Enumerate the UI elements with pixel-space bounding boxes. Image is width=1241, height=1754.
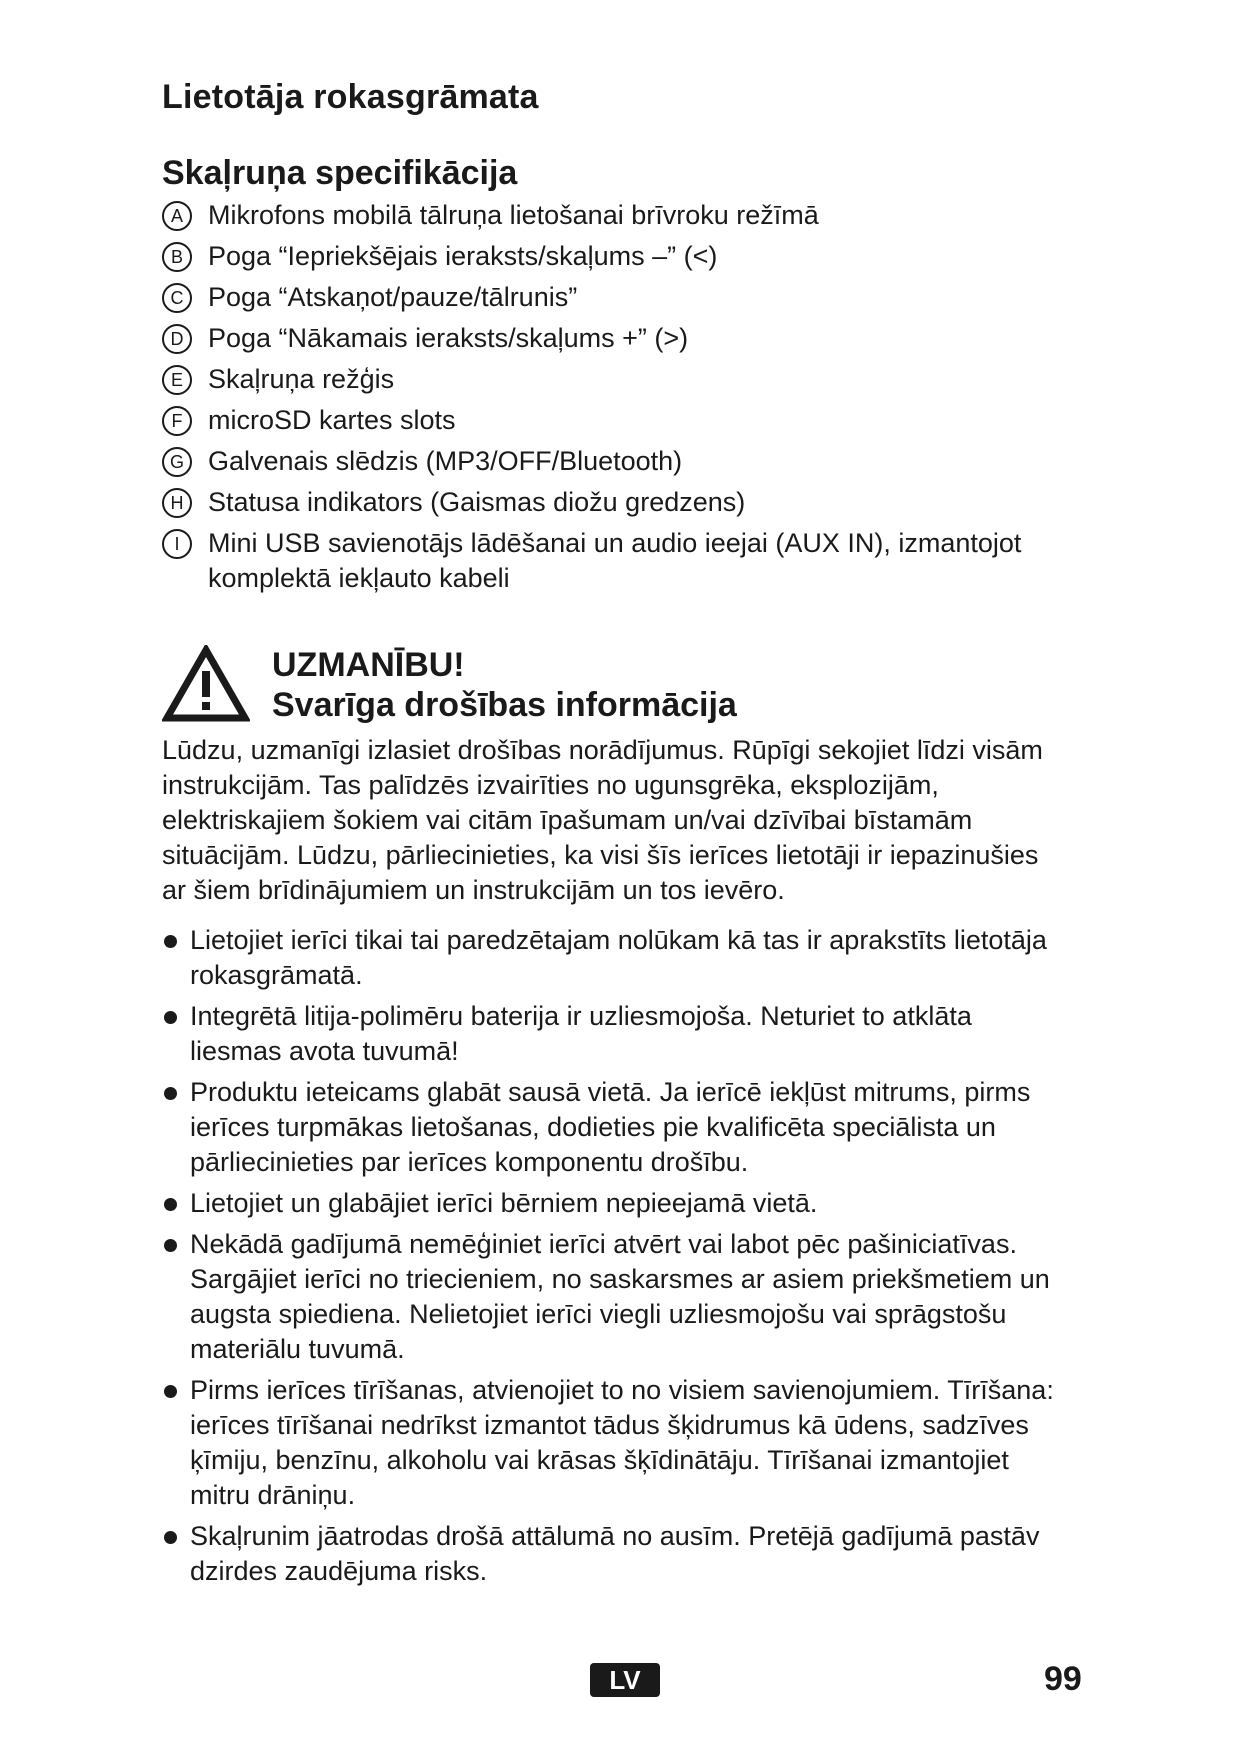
safety-item-text: Skaļrunim jāatrodas drošā attālumā no ausīm. Pretējā gadījumā pastāv dzirdes zaudējuma risks. (190, 1521, 1040, 1586)
safety-item-text: Integrētā litija-polimēru baterija ir uzliesmojoša. Neturiet to atklāta liesmas avota tuvumā! (190, 1001, 972, 1066)
bullet-icon (164, 1385, 177, 1398)
letter-h-icon: H (162, 488, 192, 518)
letter-d-icon: D (162, 324, 192, 354)
spec-item-text: Galvenais slēdzis (MP3/OFF/Bluetooth) (208, 446, 683, 476)
letter-i-icon: I (162, 529, 192, 559)
spec-item-text: Skaļruņa režģis (208, 364, 395, 394)
safety-item (162, 1186, 1062, 1221)
language-badge: LV (590, 1663, 660, 1697)
spec-item-text: Mikrofons mobilā tālruņa lietošanai brīvroku režīmā (208, 200, 819, 230)
spec-item-text: Poga “Iepriekšējais ieraksts/skaļums –” (<) (208, 241, 718, 271)
spec-item (162, 526, 1062, 596)
safety-item (162, 1519, 1062, 1589)
spec-item (162, 239, 1062, 274)
safety-item (162, 1075, 1062, 1180)
spec-item (162, 321, 1062, 356)
spec-item-text: microSD kartes slots (208, 405, 456, 435)
letter-a-icon: A (162, 201, 192, 231)
spec-item-text: Poga “Nākamais ieraksts/skaļums +” (>) (208, 323, 689, 353)
spec-item (162, 444, 1062, 479)
warning-title: UZMANĪBU! (272, 646, 465, 684)
letter-e-icon: E (162, 365, 192, 395)
spec-item (162, 403, 1062, 438)
warning-triangle-icon (162, 645, 250, 723)
document-title: Lietotāja rokasgrāmata (162, 78, 539, 116)
warning-header (162, 645, 1062, 727)
bullet-icon (164, 1198, 177, 1211)
warning-subtitle: Svarīga drošības informācija (272, 686, 737, 724)
section-title: Skaļruņa specifikācija (162, 154, 518, 192)
safety-list (162, 923, 1062, 1589)
spec-item (162, 280, 1062, 315)
spec-item (162, 485, 1062, 520)
spec-item-text: Poga “Atskaņot/pauze/tālrunis” (208, 282, 578, 312)
letter-g-icon: G (162, 447, 192, 477)
safety-item (162, 923, 1062, 993)
safety-item-text: Produktu ieteicams glabāt sausā vietā. Ja ierīcē iekļūst mitrums, pirms ierīces turpmākas lietošanas, dodieties pie kvalificēta speciālista un pārliecinieties par ierīces komponentu drošību. (190, 1077, 1031, 1177)
bullet-icon (164, 1011, 177, 1024)
spec-list (162, 198, 1062, 596)
bullet-icon (164, 1531, 177, 1544)
safety-item-text: Pirms ierīces tīrīšanas, atvienojiet to no visiem savienojumiem. Tīrīšana: ierīces tīrīšanai nedrīkst izmantot tādus šķidrumus kā ūdens, sadzīves ķīmiju, benzīnu, alkoholu vai krāsas šķīdinātāju. Tīrīšanai izmantojiet mitru drāniņu. (190, 1375, 1054, 1510)
safety-item-text: Nekādā gadījumā nemēģiniet ierīci atvērt vai labot pēc pašiniciatīvas. Sargājiet ierīci no triecieniem, no saskarsmes ar asiem priekšmetiem un augsta spiediena. Nelietojiet ierīci viegli uzliesmojošu vai sprāgstošu materiālu tuvumā. (190, 1229, 1050, 1364)
spec-item-text: Statusa indikators (Gaismas diožu gredzens) (208, 487, 746, 517)
safety-item (162, 1373, 1062, 1513)
spec-item (162, 198, 1062, 233)
letter-c-icon: C (162, 283, 192, 313)
safety-item-text: Lietojiet un glabājiet ierīci bērniem nepieejamā vietā. (190, 1188, 818, 1218)
bullet-icon (164, 1087, 177, 1100)
bullet-icon (164, 1239, 177, 1252)
safety-intro: Lūdzu, uzmanīgi izlasiet drošības norādījumus. Rūpīgi sekojiet līdzi visām instrukcijām. Tas palīdzēs izvairīties no ugunsgrēka, eksplozijām, elektriskajiem šokiem vai citām īpašumam un/vai dzīvībai bīstamām situācijām. Lūdzu, pārliecinieties, ka visi šīs ierīces lietotāji ir iepazinušies ar šiem brīdinājumiem un instrukcijām un tos ievēro. (162, 735, 1043, 905)
spec-item-text: Mini USB savienotājs lādēšanai un audio ieejai (AUX IN), izmantojot komplektā iekļauto kabeli (208, 528, 1022, 593)
safety-item (162, 1227, 1062, 1367)
letter-f-icon: F (162, 406, 192, 436)
letter-b-icon: B (162, 242, 192, 272)
bullet-icon (164, 935, 177, 948)
safety-item (162, 999, 1062, 1069)
safety-item-text: Lietojiet ierīci tikai tai paredzētajam nolūkam kā tas ir aprakstīts lietotāja rokasgrāmatā. (190, 925, 1047, 990)
spec-item (162, 362, 1062, 397)
page-number: 99 (1044, 1660, 1082, 1698)
